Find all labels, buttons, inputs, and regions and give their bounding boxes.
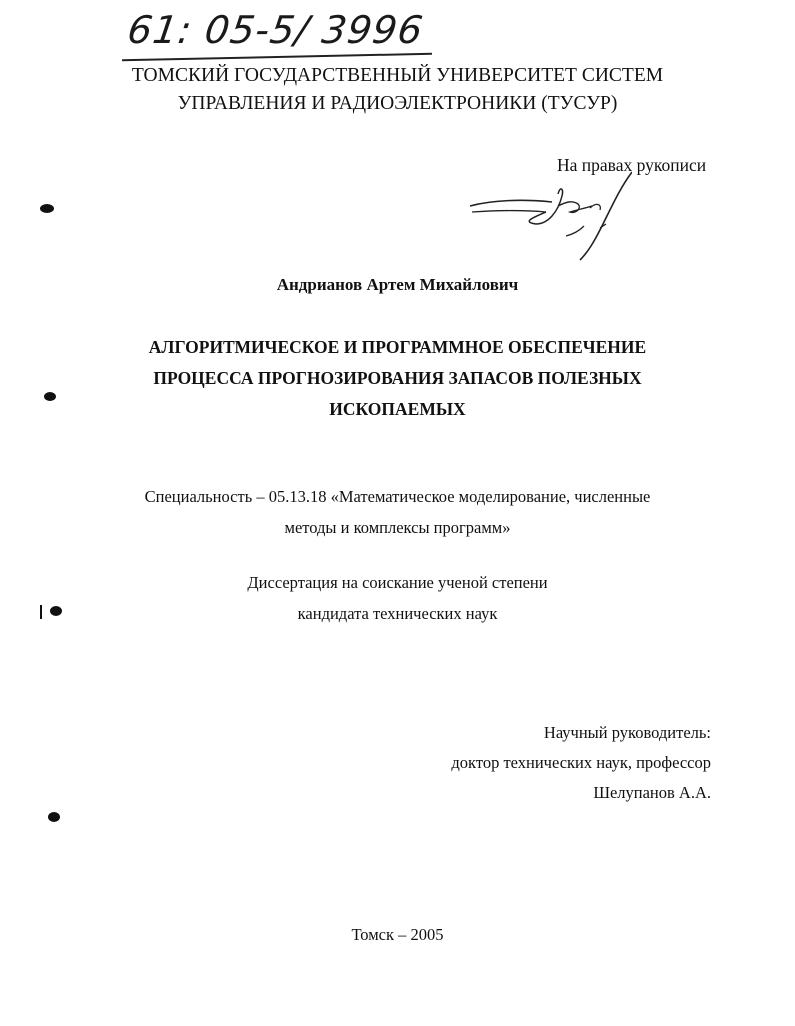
scan-mark xyxy=(50,606,62,616)
supervisor-name: Шелупанов А.А. xyxy=(593,783,711,802)
title-line-3: ИСКОПАЕМЫХ xyxy=(329,399,466,419)
degree-line-1: Диссертация на соискание ученой степени xyxy=(247,573,548,592)
city-year: Томск – 2005 xyxy=(351,925,444,944)
scan-mark xyxy=(40,605,42,619)
university-line-2: УПРАВЛЕНИЯ И РАДИОЭЛЕКТРОНИКИ (ТУСУР) xyxy=(177,93,618,114)
title-line-1: АЛГОРИТМИЧЕСКОЕ И ПРОГРАММНОЕ ОБЕСПЕЧЕНИЕ xyxy=(148,337,647,357)
title-line-2: ПРОЦЕССА ПРОГНОЗИРОВАНИЯ ЗАПАСОВ ПОЛЕЗНЫХ xyxy=(153,368,642,388)
scan-mark xyxy=(44,392,56,401)
catalog-underline xyxy=(122,53,432,61)
supervisor-block xyxy=(451,718,711,808)
specialty-line-2: методы и комплексы программ» xyxy=(284,518,511,537)
author-name: Андрианов Артем Михайлович xyxy=(276,275,519,294)
supervisor-label: Научный руководитель: xyxy=(543,723,711,742)
dissertation-title xyxy=(0,332,795,425)
degree-line-2: кандидата технических наук xyxy=(297,604,498,623)
signature xyxy=(462,166,632,266)
catalog-number: 61: 05-5/ 3996 xyxy=(124,8,427,52)
scan-mark xyxy=(40,204,54,213)
scan-mark xyxy=(48,812,60,822)
specialty xyxy=(0,481,795,543)
university-name xyxy=(0,62,795,118)
supervisor-credentials: доктор технических наук, профессор xyxy=(451,753,711,772)
degree xyxy=(0,567,795,629)
university-line-1: ТОМСКИЙ ГОСУДАРСТВЕННЫЙ УНИВЕРСИТЕТ СИСТЕМ xyxy=(131,65,664,86)
rights-note: На правах рукописи xyxy=(557,155,707,175)
specialty-line-1: Специальность – 05.13.18 «Математическое моделирование, численные xyxy=(144,487,651,506)
